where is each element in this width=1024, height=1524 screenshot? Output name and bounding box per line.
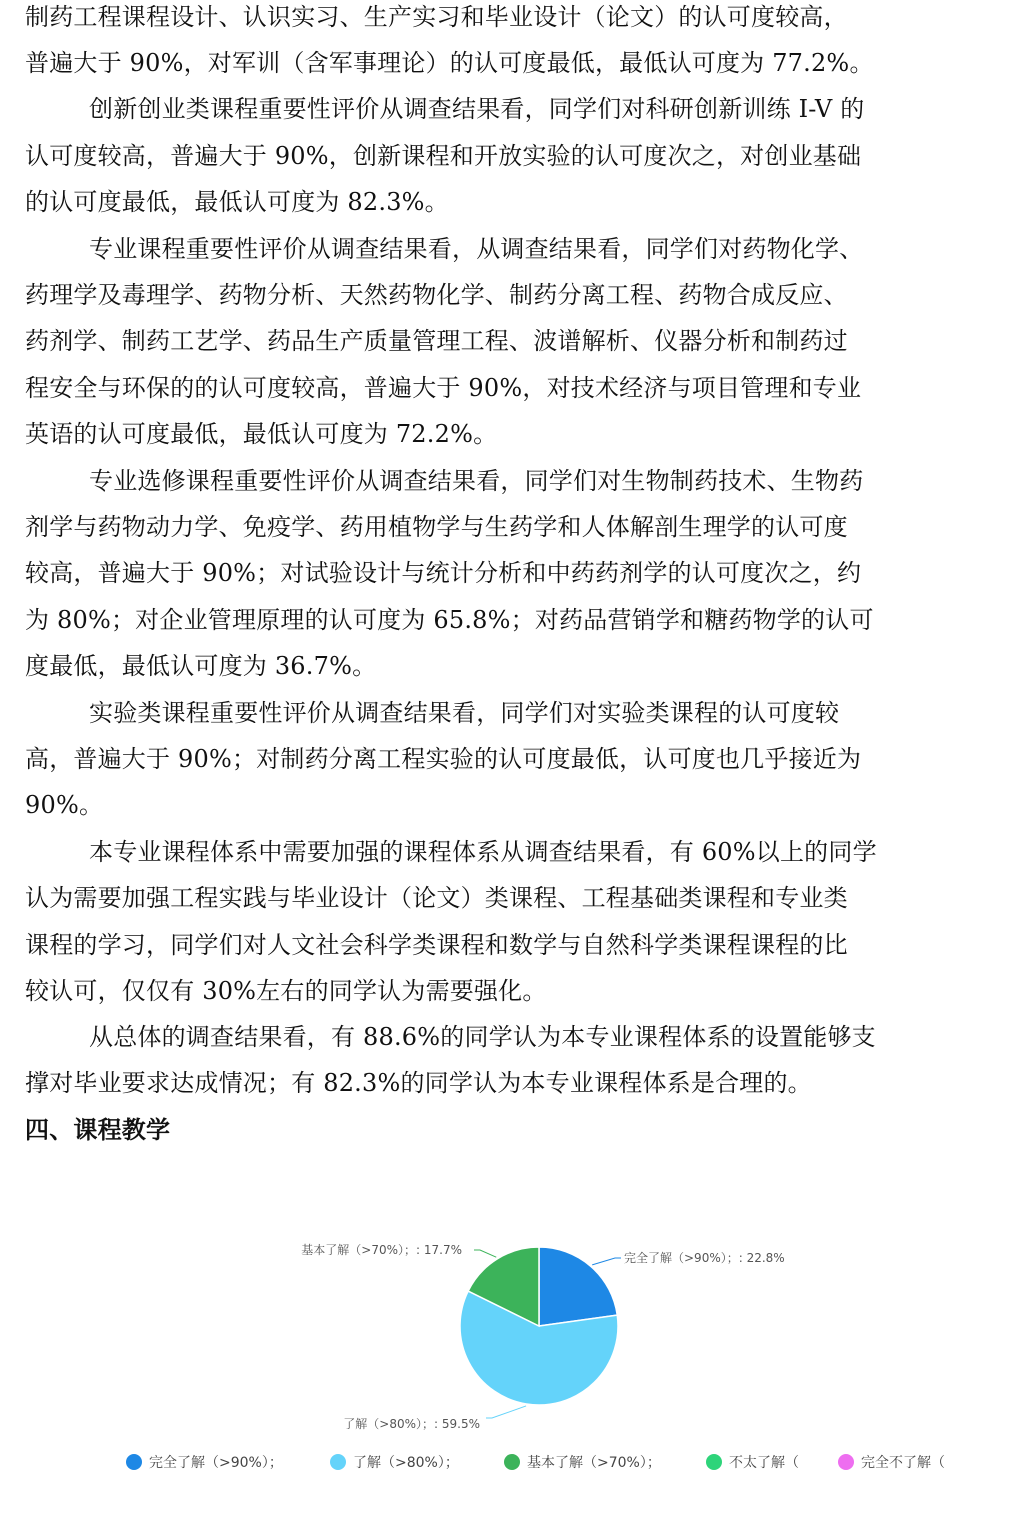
legend-label: 完全不了解（ xyxy=(861,1455,945,1471)
pie-chart-svg xyxy=(0,1220,1024,1520)
pie-data-label: 了解（>80%）；: 59.5% xyxy=(343,1417,480,1431)
legend-marker xyxy=(504,1454,520,1470)
p7-line-1: 从总体的调查结果看，有 88.6%的同学认为本专业课程体系的设置能够支 xyxy=(89,1023,876,1051)
pie-data-label: 完全了解（>90%）；: 22.8% xyxy=(624,1251,785,1265)
p6-line-2: 认为需要加强工程实践与毕业设计（论文）类课程、工程基础类课程和专业类 xyxy=(25,884,848,912)
legend-label: 不太了解（ xyxy=(729,1455,799,1471)
p2-line-1: 创新创业类课程重要性评价从调查结果看，同学们对科研创新训练 I-V 的 xyxy=(89,95,865,123)
legend-label: 完全了解（>90%）； xyxy=(149,1455,283,1471)
pie-leader-line xyxy=(486,1406,526,1418)
legend-marker xyxy=(706,1454,722,1470)
p4-line-4: 为 80%；对企业管理原理的认可度为 65.8%；对药品营销学和糖药物学的认可 xyxy=(25,606,874,634)
legend-marker xyxy=(126,1454,142,1470)
p1-line-2: 普遍大于 90%，对军训（含军事理论）的认可度最低，最低认可度为 77.2%。 xyxy=(25,49,874,77)
legend-item[interactable] xyxy=(126,1454,283,1471)
p6-line-3: 课程的学习，同学们对人文社会科学类课程和数学与自然科学类课程课程的比 xyxy=(25,931,848,959)
p4-line-5: 度最低，最低认可度为 36.7%。 xyxy=(25,652,377,680)
legend-item[interactable] xyxy=(838,1454,945,1471)
pie-legend xyxy=(126,1454,945,1471)
pie-data-label: 基本了解（>70%）；: 17.7% xyxy=(301,1243,462,1257)
p7-line-2: 撑对毕业要求达成情况；有 82.3%的同学认为本专业课程体系是合理的。 xyxy=(25,1069,812,1097)
p4-line-1: 专业选修课程重要性评价从调查结果看，同学们对生物制药技术、生物药 xyxy=(89,467,864,495)
p2-line-2: 认可度较高，普遍大于 90%，创新课程和开放实验的认可度次之，对创业基础 xyxy=(25,142,862,170)
legend-item[interactable] xyxy=(504,1454,661,1471)
p4-line-3: 较高，普遍大于 90%；对试验设计与统计分析和中药药剂学的认可度次之，约 xyxy=(25,559,862,587)
p1-line-1: 制药工程课程设计、认识实习、生产实习和毕业设计（论文）的认可度较高， xyxy=(25,3,848,31)
pie-slices xyxy=(460,1247,618,1405)
legend-label: 基本了解（>70%）； xyxy=(527,1455,661,1471)
pie-leader-line xyxy=(592,1258,621,1265)
legend-label: 了解（>80%）； xyxy=(353,1455,459,1471)
p5-line-2: 高，普遍大于 90%；对制药分离工程实验的认可度最低，认可度也几乎接近为 xyxy=(25,745,862,773)
p3-line-3: 药剂学、制药工艺学、药品生产质量管理工程、波谱解析、仪器分析和制药过 xyxy=(25,327,848,355)
section-heading: 四、课程教学 xyxy=(25,1116,171,1144)
p3-line-1: 专业课程重要性评价从调查结果看，从调查结果看，同学们对药物化学、 xyxy=(89,235,864,263)
p5-line-3: 90%。 xyxy=(25,791,104,819)
p3-line-5: 英语的认可度最低，最低认可度为 72.2%。 xyxy=(25,420,498,448)
pie-leader-line xyxy=(474,1250,496,1257)
pie-chart xyxy=(0,1220,1024,1520)
p6-line-1: 本专业课程体系中需要加强的课程体系从调查结果看，有 60%以上的同学 xyxy=(89,838,877,866)
p6-line-4: 较认可，仅仅有 30%左右的同学认为需要强化。 xyxy=(25,977,547,1005)
p2-line-3: 的认可度最低，最低认可度为 82.3%。 xyxy=(25,188,449,216)
p4-line-2: 剂学与药物动力学、免疫学、药用植物学与生药学和人体解剖生理学的认可度 xyxy=(25,513,848,541)
pie-slice xyxy=(539,1247,617,1326)
p5-line-1: 实验类课程重要性评价从调查结果看，同学们对实验类课程的认可度较 xyxy=(89,699,840,727)
legend-item[interactable] xyxy=(706,1454,799,1471)
legend-item[interactable] xyxy=(330,1454,459,1471)
legend-marker xyxy=(838,1454,854,1470)
legend-marker xyxy=(330,1454,346,1470)
p3-line-4: 程安全与环保的的认可度较高，普遍大于 90%，对技术经济与项目管理和专业 xyxy=(25,374,862,402)
p3-line-2: 药理学及毒理学、药物分析、天然药物化学、制药分离工程、药物合成反应、 xyxy=(25,281,848,309)
